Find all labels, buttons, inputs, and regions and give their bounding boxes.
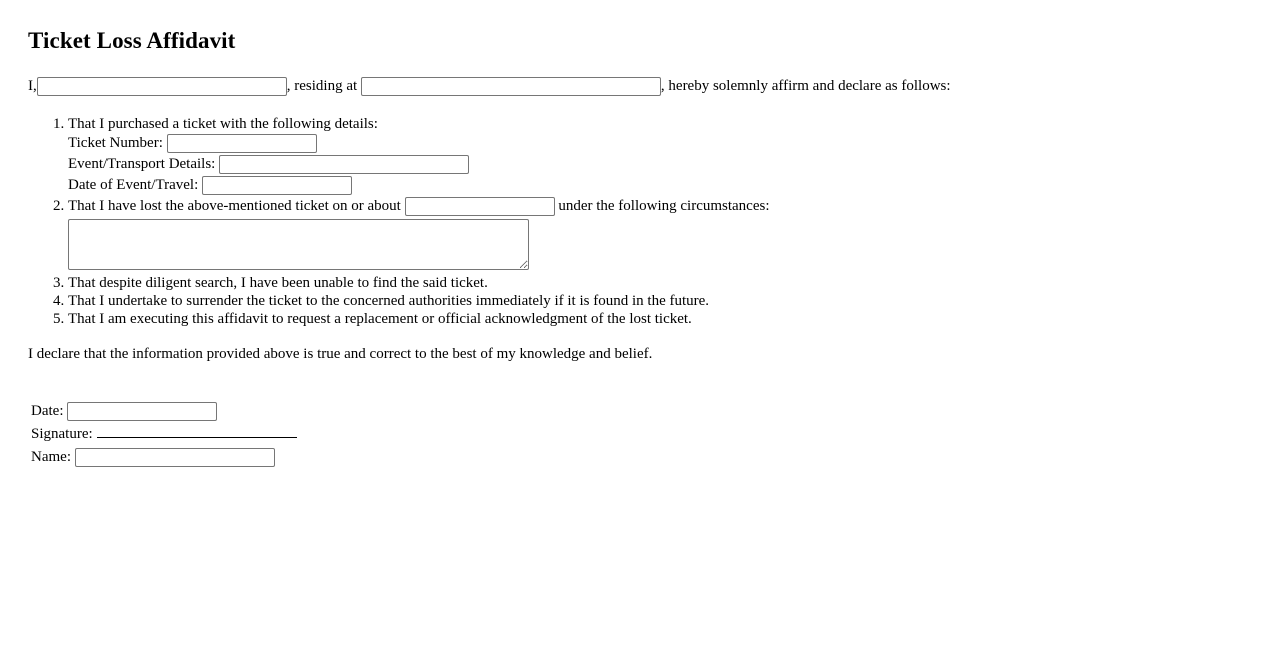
clause-2-line <box>68 198 770 214</box>
signature-label: Signature: <box>31 426 93 442</box>
signoff-date-label: Date: <box>31 403 64 419</box>
event-date-label: Date of Event/Travel: <box>68 177 199 193</box>
intro-suffix: , hereby solemnly affirm and declare as follows: <box>660 78 951 94</box>
clause-1 <box>68 115 1250 196</box>
declaration-text: I declare that the information provided above is true and correct to the best of my knowledge and belief. <box>28 346 653 362</box>
clause-4: 4. That I undertake to surrender the ticket to the concerned authorities immediately if it is found in the future. <box>68 292 1250 310</box>
signoff-name-label: Name: <box>31 449 71 465</box>
clause-2 <box>68 196 1250 270</box>
ticket-number-row <box>68 133 1250 154</box>
signoff-date-input[interactable] <box>67 402 217 421</box>
signoff-name-row <box>31 446 1250 469</box>
event-details-row <box>68 154 1250 175</box>
clause-1-text: That I purchased a ticket with the following details: <box>68 116 378 132</box>
circumstances-textarea[interactable] <box>68 219 529 270</box>
clause-5: 5. That I am executing this affidavit to request a replacement or official acknowledgment of the lost ticket. <box>68 310 1250 328</box>
address-input[interactable] <box>361 77 661 96</box>
clause-2-text-before: That I have lost the above-mentioned ticket on or about <box>68 198 401 214</box>
affiant-name-input[interactable] <box>37 77 287 96</box>
ticket-number-label: Ticket Number: <box>68 135 163 151</box>
event-date-input[interactable] <box>202 176 352 195</box>
intro-residing-text: , residing at <box>286 78 358 94</box>
page-title: Ticket Loss Affidavit <box>28 28 236 53</box>
event-details-input[interactable] <box>219 155 469 174</box>
clause-list <box>28 115 1250 328</box>
signoff-block <box>31 400 1250 469</box>
ticket-number-input[interactable] <box>167 134 317 153</box>
clause-2-text-after: under the following circumstances: <box>558 198 770 214</box>
signoff-date-row <box>31 400 1250 423</box>
signoff-name-input[interactable] <box>75 448 275 467</box>
signature-line <box>97 423 297 438</box>
signature-row <box>31 423 1250 446</box>
lost-date-input[interactable] <box>405 197 555 216</box>
event-date-row <box>68 175 1250 196</box>
clause-3: 3. That despite diligent search, I have been unable to find the said ticket. <box>68 274 1250 292</box>
intro-statement <box>28 74 1250 98</box>
event-details-label: Event/Transport Details: <box>68 156 216 172</box>
intro-prefix: I, <box>28 78 37 94</box>
